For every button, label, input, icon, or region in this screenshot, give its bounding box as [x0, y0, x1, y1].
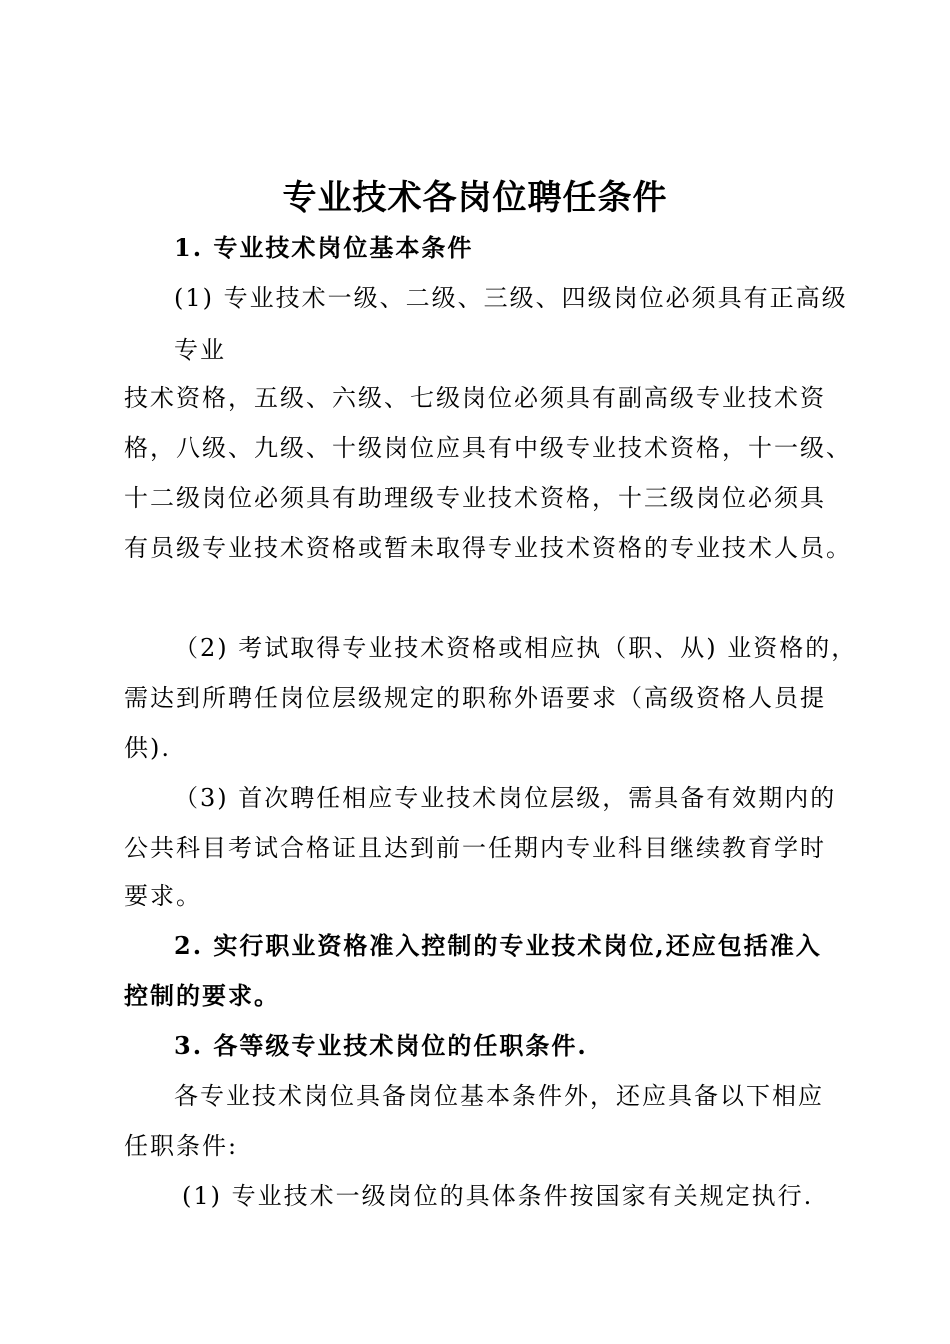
paragraph-line: 十二级岗位必须具有助理级专业技术资格，十三级岗位必须具 [124, 484, 826, 512]
paragraph-line: 任职条件: [124, 1132, 239, 1160]
paragraph-line: （2) 考试取得专业技术资格或相应执（职、从) 业资格的， [174, 634, 858, 662]
document-title: 专业技术各岗位聘任条件 [282, 178, 668, 218]
paragraph-line: 有员级专业技术资格或暂未取得专业技术资格的专业技术人员。 [124, 534, 852, 562]
paragraph-line: 供). [124, 734, 171, 762]
paragraph-line: （3) 首次聘任相应专业技术岗位层级，需具备有效期内的 [174, 784, 837, 812]
section-heading-2-cont: 控制的要求。 [124, 981, 280, 1010]
paragraph-line: 专业 [174, 336, 226, 364]
paragraph-line: (1) 专业技术一级岗位的具体条件按国家有关规定执行. [182, 1182, 814, 1210]
paragraph-line: 技术资格，五级、六级、七级岗位必须具有副高级专业技术资 [124, 384, 826, 412]
paragraph-line: 格，八级、九级、十级岗位应具有中级专业技术资格，十一级、 [124, 434, 852, 462]
paragraph-line: 各专业技术岗位具备岗位基本条件外，还应具备以下相应 [174, 1082, 824, 1110]
section-heading-3: 3. 各等级专业技术岗位的任职条件. [174, 1031, 588, 1060]
paragraph-line: 需达到所聘任岗位层级规定的职称外语要求（高级资格人员提 [124, 684, 826, 712]
paragraph-line: 要求。 [124, 882, 202, 910]
section-heading-1: 1. 专业技术岗位基本条件 [174, 233, 474, 262]
section-heading-2: 2. 实行职业资格准入控制的专业技术岗位,还应包括准入 [174, 931, 822, 960]
paragraph-line: (1) 专业技术一级、二级、三级、四级岗位必须具有正高级 [174, 284, 848, 312]
paragraph-line: 公共科目考试合格证且达到前一任期内专业科目继续教育学时 [124, 834, 826, 862]
